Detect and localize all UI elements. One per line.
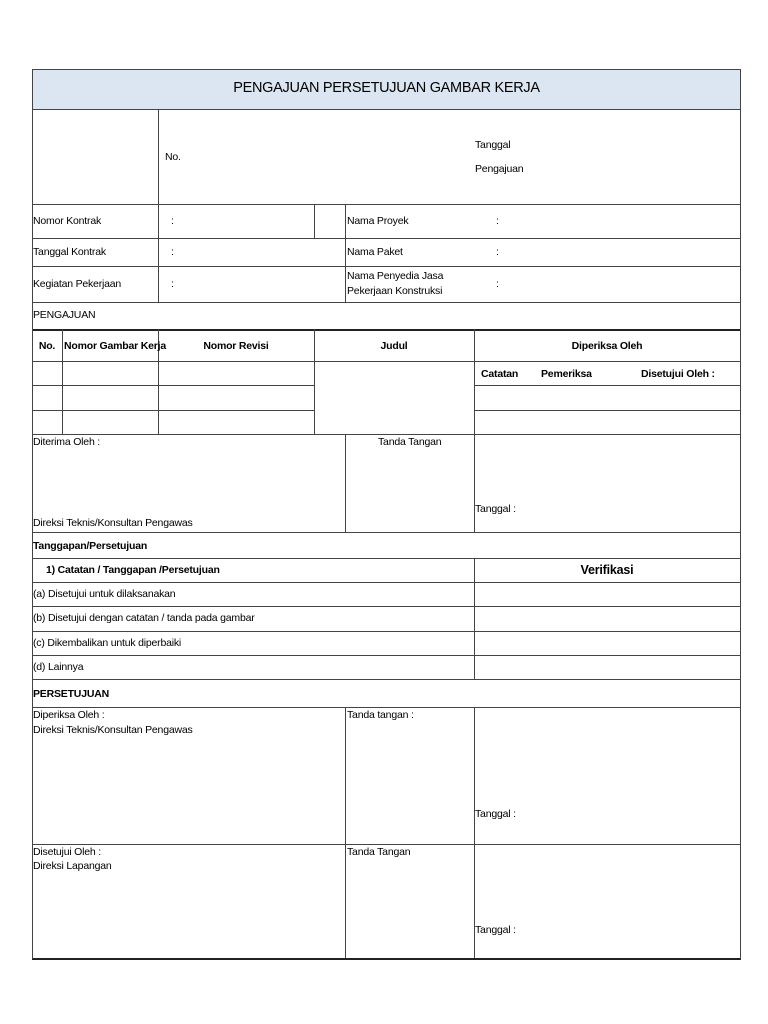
pengajuan-section-label: PENGAJUAN — [33, 309, 96, 321]
tanda-tangan-2-label: Tanda Tangan — [347, 846, 411, 858]
tanggapan-item-b: (b) Disetujui dengan catatan / tanda pada gambar — [33, 612, 255, 624]
verifikasi-heading: Verifikasi — [580, 563, 634, 577]
kegiatan-pekerjaan-colon: : — [171, 278, 174, 290]
sub-pemeriksa-header: Pemeriksa — [541, 368, 592, 380]
nama-penyedia-colon: : — [496, 278, 499, 290]
persetujuan-section-label: PERSETUJUAN — [33, 688, 109, 700]
rule-bottom — [32, 958, 741, 960]
rule-item-d — [32, 679, 741, 680]
sub-catatan-header: Catatan — [481, 368, 519, 380]
diterima-direksi-label: Direksi Teknis/Konsultan Pengawas — [33, 517, 193, 529]
tanggapan-item-d: (d) Lainnya — [33, 661, 84, 673]
diterima-tanda-tangan-label: Tanda Tangan — [378, 436, 442, 448]
tanggal-2-label: Tanggal : — [475, 924, 516, 936]
rule-header-bottom — [32, 109, 741, 110]
rule-item-b — [32, 631, 741, 632]
rule-table-row-1-right — [474, 385, 741, 386]
rule-table-bottom — [32, 434, 741, 435]
kegiatan-pekerjaan-label: Kegiatan Pekerjaan — [33, 278, 122, 290]
rule-diterima-bottom — [32, 532, 741, 533]
nama-penyedia-label-2: Pekerjaan Konstruksi — [347, 285, 443, 297]
rule-table-header — [32, 361, 741, 362]
disetujui-oleh-label: Disetujui Oleh : — [33, 846, 101, 858]
form-title: PENGAJUAN PERSETUJUAN GAMBAR KERJA — [233, 80, 540, 96]
tanggapan-section-label: Tanggapan/Persetujuan — [33, 540, 148, 552]
div-top-1 — [158, 109, 159, 302]
div-diterima-1 — [345, 434, 346, 532]
tanggal-kontrak-colon: : — [171, 246, 174, 258]
tanggal-label: Tanggal — [475, 139, 511, 151]
rule-table-row-2-left — [32, 410, 314, 411]
rule-tanggapan-label — [32, 558, 741, 559]
div-info-2 — [314, 204, 315, 238]
rule-item-c — [32, 655, 741, 656]
rule-diperiksa-bottom — [32, 844, 741, 845]
div-persetujuan-2 — [474, 707, 475, 958]
div-info-3 — [345, 204, 346, 302]
rule-top-block-bottom — [32, 204, 741, 205]
nama-paket-colon: : — [496, 246, 499, 258]
rule-pengajuan-top — [32, 329, 741, 331]
nama-proyek-colon: : — [496, 215, 499, 227]
tanggapan-heading: 1) Catatan / Tanggapan /Persetujuan — [46, 564, 220, 576]
nama-paket-label: Nama Paket — [347, 246, 403, 258]
diperiksa-direksi-label: Direksi Teknis/Konsultan Pengawas — [33, 724, 193, 736]
rule-table-row-2-right — [474, 410, 741, 411]
disetujui-direksi-label: Direksi Lapangan — [33, 860, 112, 872]
nomor-kontrak-label: Nomor Kontrak — [33, 215, 102, 227]
rule-info-3 — [32, 302, 741, 303]
pengajuan-date-label: Pengajuan — [475, 163, 524, 175]
border-right — [740, 69, 741, 959]
tanggal-kontrak-label: Tanggal Kontrak — [33, 246, 106, 258]
div-diterima-2 — [474, 434, 475, 532]
diperiksa-oleh-label: Diperiksa Oleh : — [33, 709, 105, 721]
rule-item-a — [32, 606, 741, 607]
sub-disetujui-header: Disetujui Oleh : — [641, 368, 715, 380]
div-table-no — [62, 329, 63, 434]
tanggapan-item-c: (c) Dikembalikan untuk diperbaiki — [33, 637, 182, 649]
col-nomor-revisi-header: Nomor Revisi — [203, 340, 269, 352]
tanggal-1-label: Tanggal : — [475, 808, 516, 820]
nomor-kontrak-colon: : — [171, 215, 174, 227]
rule-info-2 — [32, 266, 741, 267]
col-judul-header: Judul — [380, 340, 408, 352]
tanggapan-item-a: (a) Disetujui untuk dilaksanakan — [33, 588, 176, 600]
nama-proyek-label: Nama Proyek — [347, 215, 409, 227]
border-left — [32, 69, 33, 959]
rule-table-row-1-left — [32, 385, 314, 386]
div-persetujuan-1 — [345, 707, 346, 958]
diterima-label: Diterima Oleh : — [33, 436, 101, 448]
rule-persetujuan-label — [32, 707, 741, 708]
tanda-tangan-1-label: Tanda tangan : — [347, 709, 414, 721]
col-no-header: No. — [38, 340, 56, 352]
rule-top — [32, 69, 741, 70]
no-label: No. — [165, 151, 181, 163]
rule-info-1 — [32, 238, 741, 239]
col-nomor-gambar-header: Nomor Gambar Kerja — [64, 340, 167, 352]
diterima-tanggal-label: Tanggal : — [475, 503, 516, 515]
rule-tanggapan-heading — [32, 582, 741, 583]
col-diperiksa-header: Diperiksa Oleh — [571, 340, 643, 352]
nama-penyedia-label-1: Nama Penyedia Jasa — [347, 270, 444, 282]
